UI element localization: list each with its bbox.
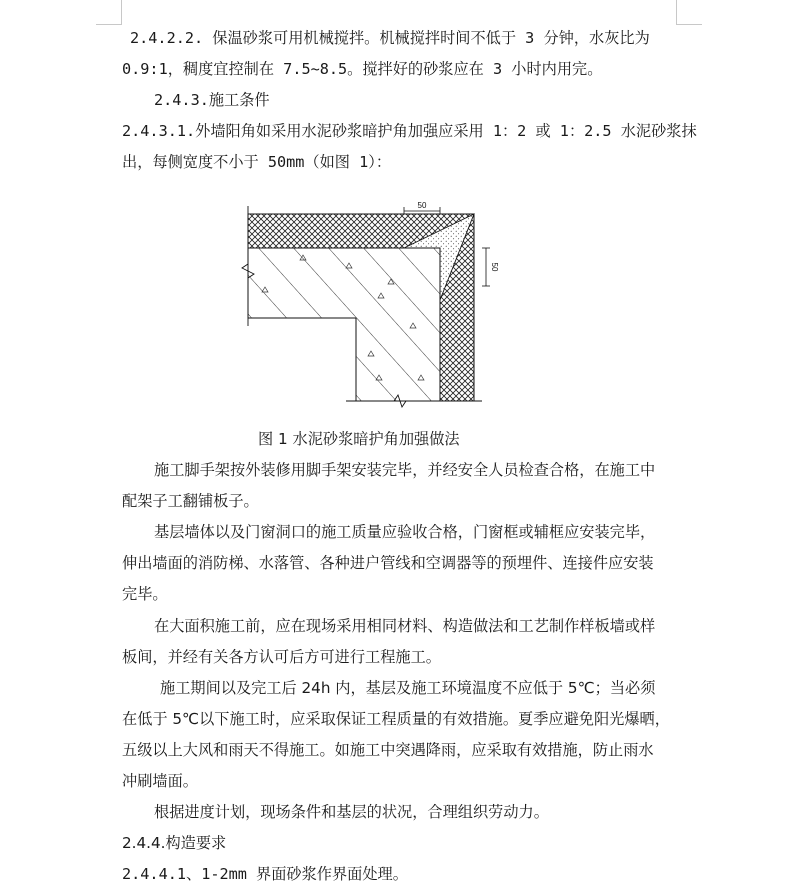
dimension-right xyxy=(482,248,490,286)
paragraph-line: 冲刷墙面。 xyxy=(122,772,198,790)
paragraph-line: 板间，并经有关各方认可后方可进行工程施工。 xyxy=(122,648,441,666)
paragraph-line: 施工期间以及完工后 24h 内，基层及施工环境温度不应低于 5℃；当必须 xyxy=(160,679,656,697)
paragraph-line: 五级以上大风和雨天不得施工。如施工中突遇降雨，应采取有效措施，防止雨水 xyxy=(122,741,654,759)
dimension-right-label: 50 xyxy=(490,262,499,272)
wall-body xyxy=(248,248,440,401)
paragraph-line: 完毕。 xyxy=(122,585,168,603)
text-line: 2.4.3.1.外墙阳角如采用水泥砂浆暗护角加强应采用 1：2 或 1：2.5 水泥砂浆抹 xyxy=(122,122,697,140)
paragraph-line: 根据进度计划，现场条件和基层的状况，合理组织劳动力。 xyxy=(154,803,549,821)
paragraph-line: 施工脚手架按外装修用脚手架安装完毕，并经安全人员检查合格，在施工中 xyxy=(154,461,656,479)
figure-caption: 图 1 水泥砂浆暗护角加强做法 xyxy=(258,430,460,448)
paragraph-line: 基层墙体以及门窗洞口的施工质量应验收合格，门窗框或辅框应安装完毕， xyxy=(154,523,656,541)
paragraph-line: 在大面积施工前，应在现场采用相同材料、构造做法和工艺制作样板墙或样 xyxy=(154,617,656,635)
text-line: 0.9:1，稠度宜控制在 7.5~8.5。搅拌好的砂浆应在 3 小时内用完。 xyxy=(122,60,603,78)
paragraph-line: 在低于 5℃以下施工时，应采取保证工程质量的有效措施。夏季应避免阳光爆晒， xyxy=(122,710,670,728)
section-heading: 2.4.3.施工条件 xyxy=(154,91,270,109)
dimension-top-label: 50 xyxy=(417,201,427,210)
section-heading: 2.4.4.构造要求 xyxy=(122,834,227,852)
text-line: 出，每侧宽度不小于 50mm（如图 1）： xyxy=(122,153,392,171)
paragraph-line: 伸出墙面的消防梯、水落管、各种进户管线和空调器等的预埋件、连接件应安装 xyxy=(122,554,654,572)
text-line: 2.4.2.2. 保温砂浆可用机械搅拌。机械搅拌时间不低于 3 分钟，水灰比为 xyxy=(130,29,650,47)
paragraph-line: 配架子工翻铺板子。 xyxy=(122,492,259,510)
text-line: 2.4.4.1、1-2mm 界面砂浆作界面处理。 xyxy=(122,865,408,883)
